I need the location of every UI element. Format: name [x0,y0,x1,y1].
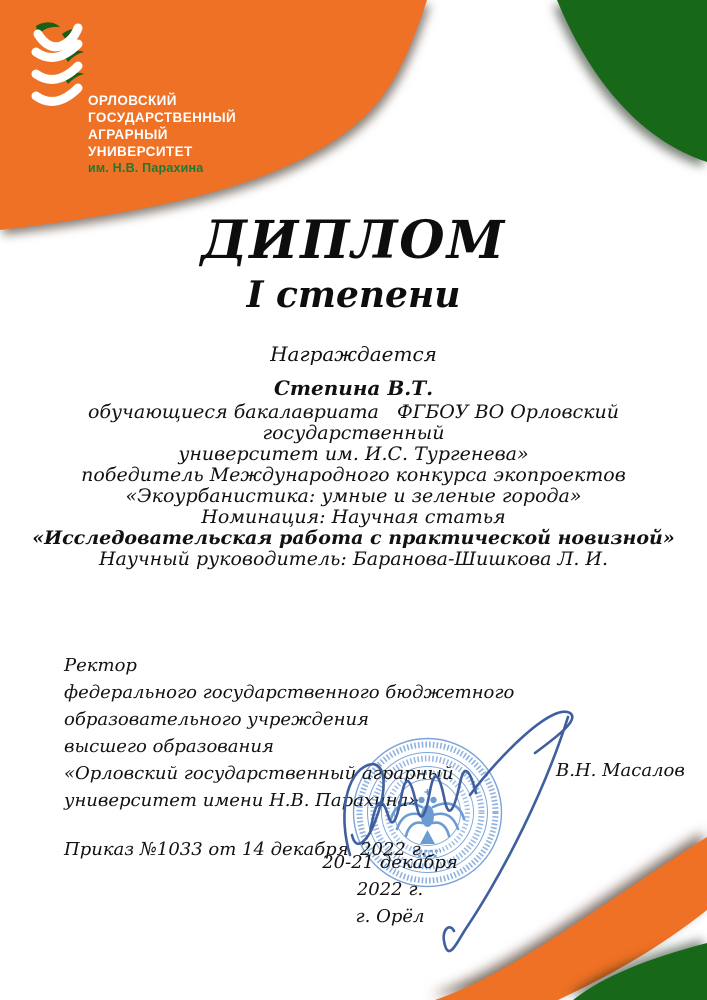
rector-line: Ректор [64,655,137,676]
award-line-nomination-title: «Исследовательская работа с практической новизной» [32,527,675,549]
signer-name: В.Н. Масалов [556,760,685,781]
award-line-supervisor: Научный руководитель: Баранова-Шишкова Л. И. [98,548,609,570]
award-line: Номинация: Научная статья [201,506,506,528]
event-place: г. Орёл [355,906,425,927]
logo-line: ОРЛОВСКИЙ [88,93,177,108]
logo-line: ГОСУДАРСТВЕННЫЙ [88,110,237,125]
degree-subtitle: I степени [246,274,461,316]
rector-line: федерального государственного бюджетного [64,682,515,703]
logo-line: АГРАРНЫЙ [88,127,168,142]
logo-line: УНИВЕРСИТЕТ [88,144,193,159]
rector-signature [320,695,590,975]
logo-subline: им. Н.В. Парахина [88,161,204,175]
order-number-line: Приказ №1033 от 14 декабря 2022 г. [64,839,427,860]
wheat-logo-icon [28,20,88,120]
award-line: университет им. И.С. Тургенева» [178,443,529,465]
award-line: «Экоурбанистика: умные и зеленые города» [125,485,582,507]
award-line: обучающиеся бакалавриата ФГБОУ ВО Орловский государственный [88,401,619,444]
rector-line: высшего образования [64,736,274,757]
rector-line: университет имени Н.В. Парахина» [64,790,420,811]
award-block [0,344,707,570]
awarded-to-label: Награждается [270,342,437,366]
rector-line: «Орловский государственный аграрный [64,763,454,784]
diploma-title: ДИПЛОМ [200,210,507,271]
award-line: победитель Международного конкурса экопроектов [81,464,626,486]
university-logo-text [88,92,236,177]
wheat-white-leaves [36,28,78,101]
signature-strokes [344,712,572,951]
recipient-name: Степина В.Т. [273,376,434,400]
event-date: 20-21 декабря 2022 г. [322,852,458,900]
top-right-green-swoosh [557,0,707,162]
rector-line: образовательного учреждения [64,709,369,730]
